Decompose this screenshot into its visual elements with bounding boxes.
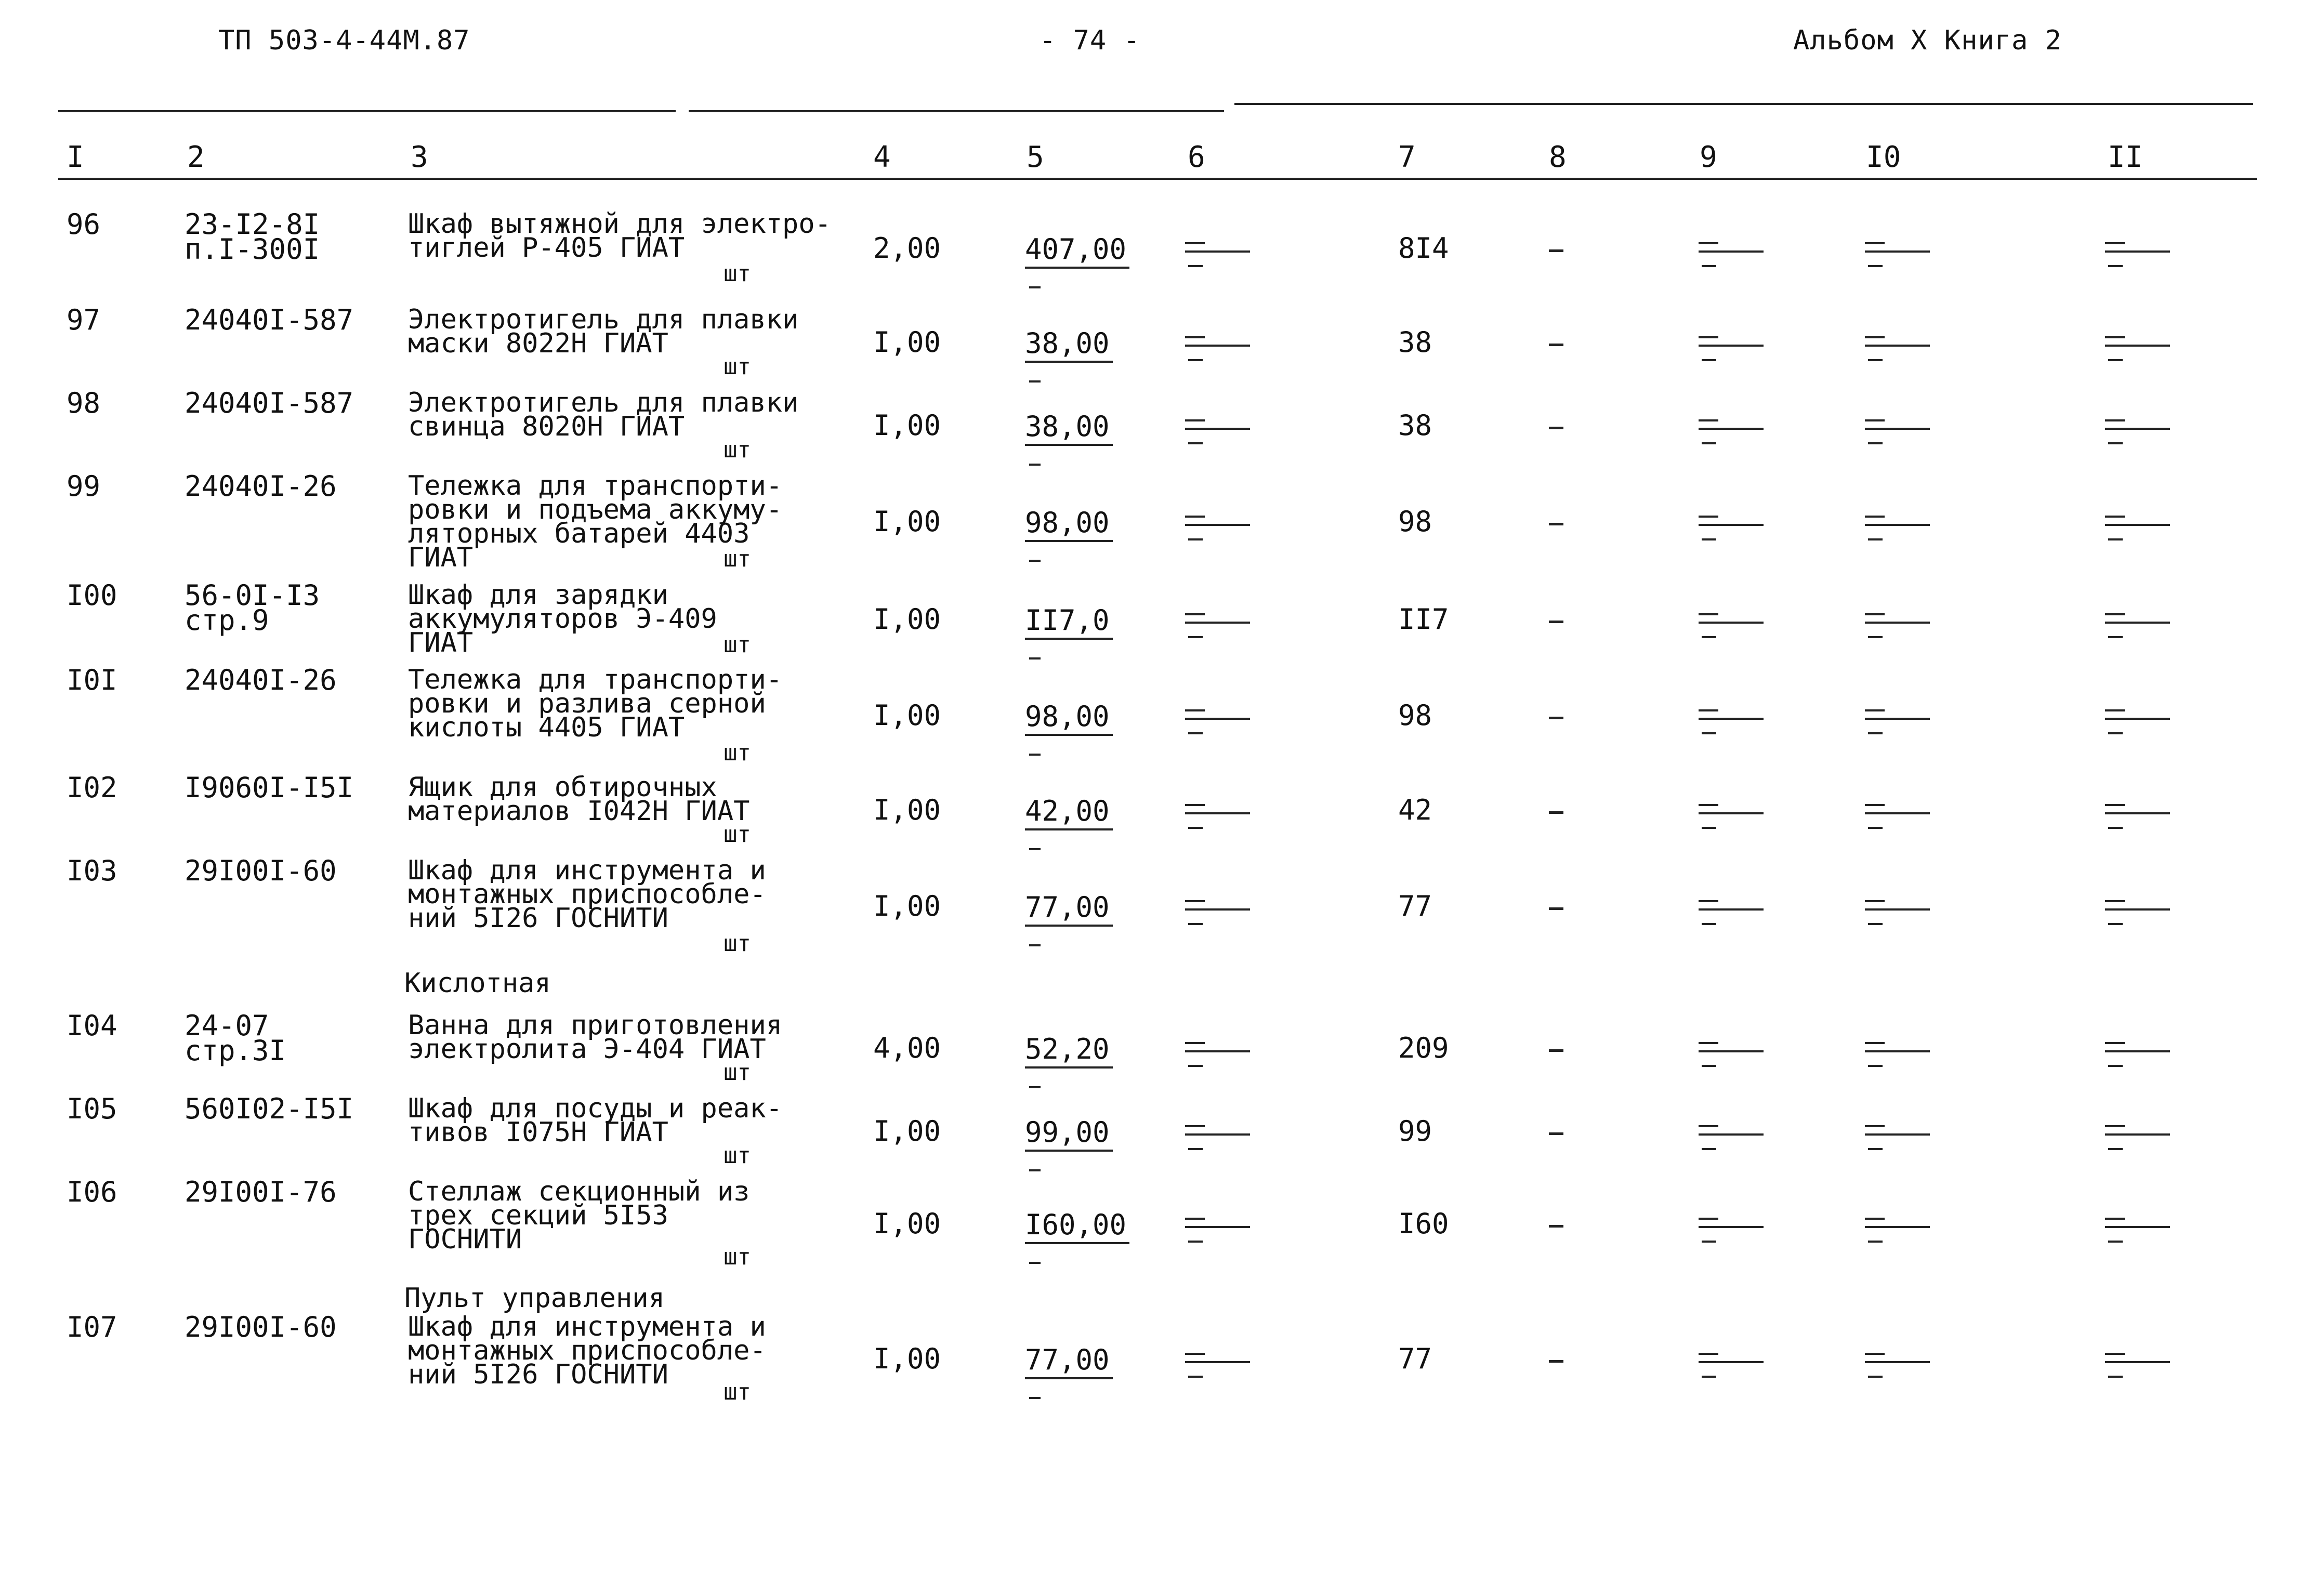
blank-mark <box>2105 804 2170 828</box>
total: 98 <box>1398 505 1432 538</box>
blank-mark <box>2105 1125 2170 1149</box>
row-number: I0I <box>67 664 117 696</box>
desc-line: аккумуляторов Э-409 <box>408 603 717 635</box>
row-number: 96 <box>67 208 101 241</box>
unit-label: шт <box>724 1059 751 1086</box>
price-value: 38,00 <box>1025 410 1113 446</box>
price-value: 99,00 <box>1025 1116 1113 1152</box>
blank-mark <box>1185 900 1250 924</box>
price-value: II7,0 <box>1025 604 1113 640</box>
desc-line: ляторных батарей 4403 <box>408 518 750 549</box>
code-line: 29I00I-60 <box>185 854 337 887</box>
code-line: 24040I-587 <box>185 387 354 419</box>
col-header-10: I0 <box>1866 140 1901 174</box>
desc-line: ГИАТ <box>408 627 473 658</box>
col-header-4: 4 <box>873 140 891 174</box>
total: 209 <box>1398 1032 1449 1064</box>
code-line: 23-I2-8I <box>185 208 320 241</box>
unit-label: шт <box>724 821 751 848</box>
desc-line: Шкаф для инструмента и <box>408 1311 766 1342</box>
price-value: 38,00 <box>1025 327 1113 363</box>
desc-line: Шкаф для посуды и реак- <box>408 1093 783 1124</box>
blank-mark <box>1185 709 1250 733</box>
price-subdash <box>1029 848 1041 850</box>
price-subdash <box>1029 560 1041 562</box>
blank-mark <box>1865 613 1930 637</box>
total: 99 <box>1398 1115 1432 1147</box>
price-value: 77,00 <box>1025 1343 1113 1379</box>
col8-dash <box>1549 907 1563 910</box>
item-code <box>185 664 337 696</box>
blank-mark <box>1185 1353 1250 1377</box>
code-line: 29I00I-60 <box>185 1311 337 1343</box>
blank-mark <box>2105 613 2170 637</box>
header-rule <box>58 178 2257 180</box>
blank-mark <box>1699 242 1764 266</box>
quantity: I,00 <box>873 1115 941 1147</box>
table-row <box>0 579 2302 664</box>
total: 77 <box>1398 1342 1432 1375</box>
desc-line: электролита Э-404 ГИАТ <box>408 1034 766 1065</box>
code-line: стр.9 <box>185 604 269 637</box>
price-value: 52,20 <box>1025 1033 1113 1069</box>
code-line: 24-07 <box>185 1009 269 1042</box>
doc-code: ТП 503-4-44М.87 <box>218 25 470 56</box>
desc-line: ний 5I26 ГОСНИТИ <box>408 1359 668 1390</box>
desc-line: монтажных приспособле- <box>408 1335 766 1366</box>
col-header-3: 3 <box>411 140 428 174</box>
blank-mark <box>1699 419 1764 443</box>
quantity: I,00 <box>873 794 941 826</box>
col8-dash <box>1549 427 1563 429</box>
row-number: I03 <box>67 854 117 887</box>
col-header-2: 2 <box>187 140 205 174</box>
price-value: 98,00 <box>1025 700 1113 736</box>
desc-line: тиглей Р-405 ГИАТ <box>408 232 685 263</box>
unit-price <box>1025 506 1113 562</box>
blank-mark <box>1699 1125 1764 1149</box>
unit-label: шт <box>724 1142 751 1169</box>
price-subdash <box>1029 944 1041 946</box>
blank-mark <box>1699 900 1764 924</box>
col8-dash <box>1549 717 1563 719</box>
item-code <box>185 1311 337 1343</box>
item-code <box>185 579 320 637</box>
unit-price <box>1025 1208 1129 1264</box>
quantity: I,00 <box>873 505 941 538</box>
price-value: 42,00 <box>1025 795 1113 830</box>
desc-line: ГИАТ <box>408 542 473 573</box>
blank-mark <box>1699 1218 1764 1242</box>
col-header-11: II <box>2108 140 2143 174</box>
blank-mark <box>1185 242 1250 266</box>
row-number: I06 <box>67 1176 117 1208</box>
blank-mark <box>2105 516 2170 539</box>
item-description <box>408 1176 750 1255</box>
unit-price <box>1025 1116 1113 1171</box>
blank-mark <box>2105 336 2170 360</box>
blank-mark <box>1185 1125 1250 1149</box>
item-code <box>185 771 354 804</box>
unit-price <box>1025 700 1113 756</box>
quantity: I,00 <box>873 603 941 636</box>
price-value: 98,00 <box>1025 506 1113 542</box>
unit-label: шт <box>724 437 751 463</box>
album-book: Альбом X Книга 2 <box>1793 25 2062 56</box>
blank-mark <box>1865 709 1930 733</box>
item-description <box>408 208 831 263</box>
item-code <box>185 1009 286 1067</box>
blank-mark <box>1185 613 1250 637</box>
price-value: 407,00 <box>1025 233 1129 269</box>
col-header-6: 6 <box>1188 140 1205 174</box>
table-row <box>0 1176 2302 1276</box>
quantity: I,00 <box>873 326 941 359</box>
col-header-8: 8 <box>1549 140 1567 174</box>
desc-line: Ящик для обтирочных <box>408 772 717 803</box>
desc-line: Тележка для транспорти- <box>408 664 783 695</box>
desc-line: ровки и разлива серной <box>408 688 766 719</box>
total: I60 <box>1398 1207 1449 1240</box>
unit-price <box>1025 1033 1113 1088</box>
item-code <box>185 304 354 336</box>
unit-price <box>1025 891 1113 946</box>
col-header-9: 9 <box>1700 140 1717 174</box>
total: 98 <box>1398 699 1432 732</box>
unit-label: шт <box>724 353 751 380</box>
row-number: I02 <box>67 771 117 804</box>
row-number: 98 <box>67 387 101 419</box>
unit-label: шт <box>724 260 751 287</box>
total: 38 <box>1398 326 1432 359</box>
desc-line: Ванна для приготовления <box>408 1010 783 1041</box>
col-header-7: 7 <box>1398 140 1416 174</box>
blank-mark <box>2105 242 2170 266</box>
item-description <box>408 387 799 442</box>
price-subdash <box>1029 380 1041 382</box>
item-description <box>408 772 750 827</box>
total: 8I4 <box>1398 232 1449 265</box>
unit-label: шт <box>724 1244 751 1270</box>
blank-mark <box>2105 709 2170 733</box>
col8-dash <box>1549 523 1563 525</box>
desc-line: Электротигель для плавки <box>408 387 799 418</box>
code-line: 29I00I-76 <box>185 1176 337 1208</box>
price-subdash <box>1029 464 1041 466</box>
quantity: I,00 <box>873 409 941 442</box>
section-label: Кислотная <box>404 968 551 999</box>
unit-label: шт <box>724 546 751 572</box>
blank-mark <box>1699 804 1764 828</box>
table-row <box>0 854 2302 962</box>
total: 42 <box>1398 794 1432 826</box>
price-subdash <box>1029 1397 1041 1399</box>
table-row <box>0 1311 2302 1411</box>
quantity: I,00 <box>873 699 941 732</box>
price-subdash <box>1029 286 1041 288</box>
blank-mark <box>2105 900 2170 924</box>
item-description <box>408 579 717 658</box>
col8-dash <box>1549 1225 1563 1228</box>
code-line: 24040I-587 <box>185 304 354 336</box>
desc-line: тивов I075Н ГИАТ <box>408 1117 668 1148</box>
quantity: I,00 <box>873 1342 941 1375</box>
top-rule <box>689 110 1224 112</box>
quantity: 4,00 <box>873 1032 941 1064</box>
desc-line: кислоты 4405 ГИАТ <box>408 712 685 743</box>
item-code <box>185 854 337 887</box>
desc-line: ровки и подъема аккуму- <box>408 494 783 525</box>
blank-mark <box>1865 1353 1930 1377</box>
blank-mark <box>1865 900 1930 924</box>
col8-dash <box>1549 249 1563 252</box>
top-rule <box>1234 103 2253 105</box>
quantity: 2,00 <box>873 232 941 265</box>
col8-dash <box>1549 811 1563 814</box>
price-value: 77,00 <box>1025 891 1113 927</box>
table-row <box>0 664 2302 772</box>
blank-mark <box>2105 1042 2170 1066</box>
code-line: 56-0I-I3 <box>185 579 320 612</box>
blank-mark <box>1185 336 1250 360</box>
price-subdash <box>1029 1086 1041 1088</box>
item-code <box>185 1092 354 1125</box>
desc-line: Стеллаж секционный из <box>408 1176 750 1207</box>
row-number: I04 <box>67 1009 117 1042</box>
blank-mark <box>1699 709 1764 733</box>
total: 38 <box>1398 409 1432 442</box>
col-header-5: 5 <box>1027 140 1044 174</box>
top-rule <box>58 110 676 112</box>
code-line: 24040I-26 <box>185 470 337 503</box>
blank-mark <box>1185 1218 1250 1242</box>
total: 77 <box>1398 890 1432 922</box>
blank-mark <box>1865 1218 1930 1242</box>
item-code <box>185 387 354 419</box>
page-number: - 74 - <box>1040 25 1140 56</box>
total: II7 <box>1398 603 1449 636</box>
item-description <box>408 304 799 359</box>
table-row <box>0 1009 2302 1091</box>
unit-label: шт <box>724 631 751 658</box>
row-number: 97 <box>67 304 101 336</box>
desc-line: ний 5I26 ГОСНИТИ <box>408 903 668 934</box>
code-line: стр.3I <box>185 1034 286 1067</box>
item-description <box>408 855 766 934</box>
quantity: I,00 <box>873 890 941 922</box>
blank-mark <box>1865 419 1930 443</box>
desc-line: свинца 8020Н ГИАТ <box>408 411 685 442</box>
blank-mark <box>1699 1042 1764 1066</box>
desc-line: ГОСНИТИ <box>408 1224 522 1255</box>
col8-dash <box>1549 344 1563 346</box>
price-value: I60,00 <box>1025 1208 1129 1244</box>
code-line: п.I-300I <box>185 233 320 266</box>
price-subdash <box>1029 657 1041 659</box>
table-row <box>0 1092 2302 1175</box>
item-code <box>185 208 320 266</box>
desc-line: трех секций 5I53 <box>408 1200 668 1231</box>
section-label: Пульт управления <box>404 1283 665 1314</box>
desc-line: Тележка для транспорти- <box>408 470 783 502</box>
blank-mark <box>1185 1042 1250 1066</box>
blank-mark <box>1699 1353 1764 1377</box>
unit-price <box>1025 604 1113 659</box>
unit-price <box>1025 410 1113 466</box>
blank-mark <box>1699 336 1764 360</box>
desc-line: Шкаф для инструмента и <box>408 855 766 886</box>
desc-line: маски 8022Н ГИАТ <box>408 328 668 359</box>
table-row <box>0 771 2302 853</box>
code-line: 24040I-26 <box>185 664 337 696</box>
blank-mark <box>1865 242 1930 266</box>
col8-dash <box>1549 1049 1563 1052</box>
row-number: I07 <box>67 1311 117 1343</box>
desc-line: материалов I042Н ГИАТ <box>408 796 750 827</box>
blank-mark <box>1185 419 1250 443</box>
item-description <box>408 664 783 743</box>
blank-mark <box>2105 1218 2170 1242</box>
blank-mark <box>1699 516 1764 539</box>
row-number: I05 <box>67 1092 117 1125</box>
blank-mark <box>2105 1353 2170 1377</box>
col8-dash <box>1549 621 1563 623</box>
blank-mark <box>1865 1042 1930 1066</box>
unit-label: шт <box>724 740 751 766</box>
table-row <box>0 470 2302 578</box>
quantity: I,00 <box>873 1207 941 1240</box>
desc-line: Шкаф для зарядки <box>408 579 668 611</box>
item-description <box>408 1093 783 1148</box>
unit-label: шт <box>724 1379 751 1405</box>
unit-price <box>1025 1343 1113 1399</box>
col-header-1: I <box>67 140 84 174</box>
item-description <box>408 1010 783 1065</box>
desc-line: Шкаф вытяжной для электро- <box>408 208 831 240</box>
table-row <box>0 387 2302 469</box>
desc-line: Электротигель для плавки <box>408 304 799 335</box>
unit-price <box>1025 795 1113 850</box>
blank-mark <box>2105 419 2170 443</box>
price-subdash <box>1029 1262 1041 1264</box>
blank-mark <box>1865 804 1930 828</box>
item-code <box>185 1176 337 1208</box>
blank-mark <box>1865 1125 1930 1149</box>
code-line: 560I02-I5I <box>185 1092 354 1125</box>
unit-price <box>1025 233 1129 288</box>
col8-dash <box>1549 1132 1563 1135</box>
blank-mark <box>1185 516 1250 539</box>
blank-mark <box>1865 516 1930 539</box>
item-description <box>408 1311 766 1390</box>
desc-line: монтажных приспособле- <box>408 879 766 910</box>
price-subdash <box>1029 754 1041 756</box>
blank-mark <box>1865 336 1930 360</box>
unit-price <box>1025 327 1113 382</box>
unit-label: шт <box>724 930 751 957</box>
code-line: I9060I-I5I <box>185 771 354 804</box>
row-number: 99 <box>67 470 101 503</box>
table-row <box>0 304 2302 386</box>
blank-mark <box>1185 804 1250 828</box>
row-number: I00 <box>67 579 117 612</box>
table-row <box>0 208 2302 293</box>
blank-mark <box>1699 613 1764 637</box>
item-code <box>185 470 337 503</box>
col8-dash <box>1549 1360 1563 1363</box>
price-subdash <box>1029 1169 1041 1171</box>
